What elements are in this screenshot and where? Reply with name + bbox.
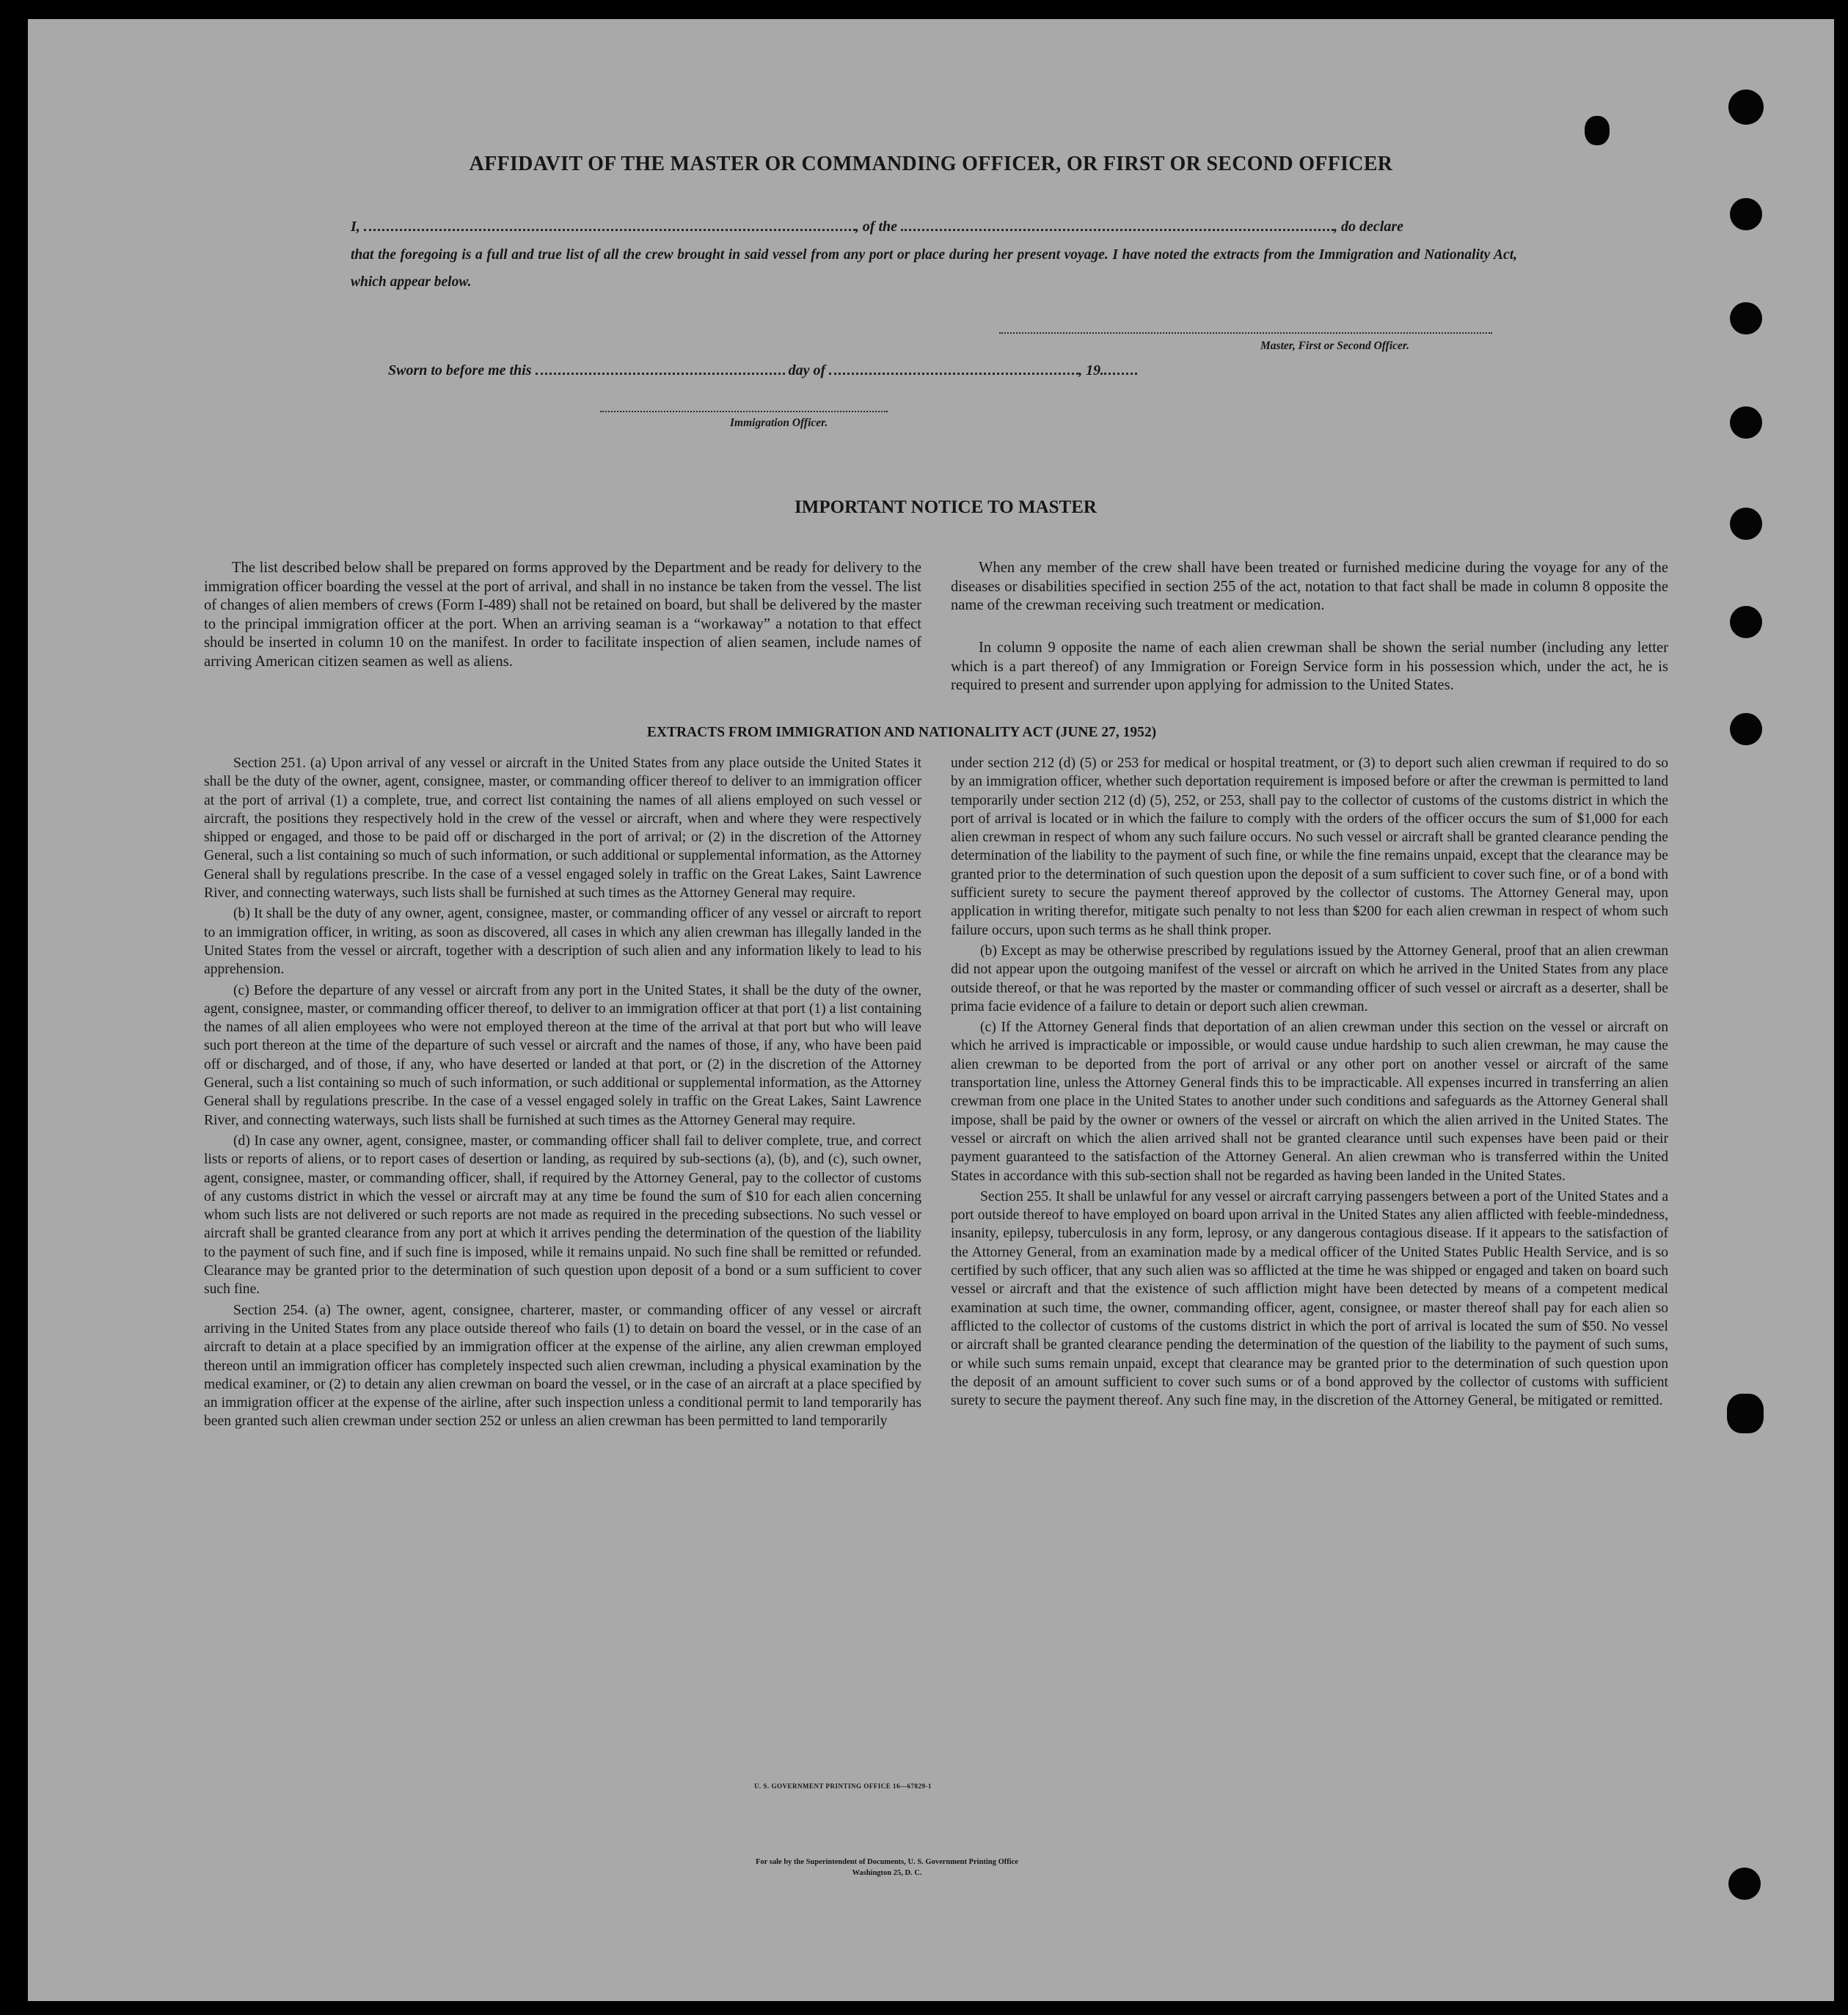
section-254-c: (c) If the Attorney General finds that deportation of an alien crewman under this section on the vessel or aircraft on which he arrived is impracticable or impossible, or would cause undue hardship to such alien crewman, he may cause the alien crewman to be deported from the port of arrival or any other port on another vessel or aircraft of the same transportation line, unless the Attorney General finds this to be impracticable. All expenses incurred in transferring an alien crewman from one place in the United States to another under such conditions and safeguards as the Attorney General shall impose, shall be paid by the owner or owners of the vessel or aircraft on which the alien arrived in the United States. The vessel or aircraft on which the alien arrived shall not be granted clearance until such expenses have been paid or their payment guaranteed to the satisfaction of the Attorney General. An alien crewman who is transferred within the United States in accordance with this sub-section shall not be regarded as having been landed in the United States. [951, 1020, 1668, 1184]
notice-left: The list described below shall be prepared on forms approved by the Department and be ready for delivery to the immigration officer boarding the vessel at the port of arrival, and shall in no instance be taken from the vessel. The list of changes of alien members of crews (Form I-489) shall not be retained on board, but shall be delivered by the master to the principal immigration officer at the port. When an arriving seaman is a “workaway” a notation to that effect should be inserted in column 10 on the manifest. In order to facilitate inspection of alien seamen, include names of arriving American citizen seamen as well as aliens. [204, 560, 921, 670]
declaration-of-the: , of the [855, 219, 898, 235]
document-page [28, 19, 1834, 2001]
year-label: , 19 [1078, 362, 1101, 379]
notice-right-2: In column 9 opposite the name of each alien crewman shall be shown the serial number (including any letter which is a part thereof) of any Immigration or Foreign Service form in his possession which, under the act, he is required to present and surrender upon applying for admission to the United States. [951, 640, 1668, 694]
officer-label: Immigration Officer. [730, 417, 828, 429]
extracts-heading: EXTRACTS FROM IMMIGRATION AND NATIONALITY ACT (JUNE 27, 1952) [646, 725, 1157, 740]
master-signature-label: Master, First or Second Officer. [1260, 340, 1409, 352]
sworn-day-blank [536, 358, 785, 375]
section-251-b: (b) It shall be the duty of any owner, agent, consignee, master, or commanding officer of any vessel or aircraft to report to an immigration officer, in writing, as soon as discovered, all cases in which any alien crewman has illegally landed in the United States from the vessel or aircraft, together with a description of such alien and any information likely to lead to his apprehension. [204, 906, 921, 978]
sale-notice [0, 1857, 1790, 1879]
notice-right-1: When any member of the crew shall have been treated or furnished medicine during the voyage for any of the diseases or disabilities specified in section 255 of the act, notation to that fact shall be made in column 8 opposite the name of the crewman receiving such treatment or medication. [951, 560, 1668, 614]
section-254-a: Section 254. (a) The owner, agent, consignee, charterer, master, or commanding officer of any vessel or aircraft arriving in the United States from any place outside thereof who fails (1) to detain on board the vessel, or in the case of an aircraft to detain at a place specified by an immigration officer at the expense of the airline, any alien crewman employed thereon until an immigration officer has completely inspected such alien crewman, including a physical examination by the medical examiner, or (2) to detain any alien crewman on board the vessel, or in the case of an aircraft at a place specified by an immigration officer at the expense of the airline, after such inspection unless a conditional permit to land temporarily has been granted such alien crewman under section 252 or unless an alien crewman has been permitted to land temporarily [204, 1302, 921, 1430]
punch-hole [1730, 406, 1762, 439]
affidavit-title: AFFIDAVIT OF THE MASTER OR COMMANDING OFFICER, OR FIRST OR SECOND OFFICER [469, 153, 1393, 175]
year-blank [1100, 358, 1137, 375]
extracts-right-column [951, 754, 1668, 1410]
section-251-a: Section 251. (a) Upon arrival of any vessel or aircraft in the United States from any place outside the United States it shall be the duty of the owner, agent, consignee, master, or commanding officer thereof to deliver to an immigration officer at the port of arrival (1) a complete, true, and correct list containing the names of all aliens employed on such vessel or aircraft, the positions they respectively hold in the crew of the vessel or aircraft, when and where they were respectively shipped or engaged, and those to be paid off or discharged in the port of arrival; or (2) in the discretion of the Attorney General, such a list containing so much of such information, or such additional or supplemental information, as the Attorney General shall by regulations prescribe. In the case of a vessel engaged solely in traffic on the Great Lakes, Saint Lawrence River, and connecting waterways, such lists shall be furnished at such times as the Attorney General may require. [204, 756, 921, 902]
name-blank [364, 214, 855, 231]
section-254-b: (b) Except as may be otherwise prescribed by regulations issued by the Attorney General, proof that an alien crewman did not appear upon the outgoing manifest of the vessel or aircraft on which he arrived in the United States from any place outside thereof, or that he was reported by the master or commanding officer of such vessel or aircraft as a deserter, shall be prima facie evidence of a failure to detain or deport such alien crewman. [951, 943, 1668, 1014]
day-of-label: day of [788, 362, 826, 379]
officer-signature-line [600, 411, 888, 412]
punch-hole [1730, 606, 1762, 638]
sale-notice-line-1: For sale by the Superintendent of Documents, U. S. Government Printing Office [756, 1858, 1018, 1866]
declaration-i: I, [351, 219, 360, 235]
sale-notice-line-2: Washington 25, D. C. [852, 1869, 922, 1877]
ink-blot [1585, 116, 1610, 145]
sworn-month-blank [829, 358, 1078, 375]
punch-hole [1727, 1394, 1764, 1433]
master-signature-line [999, 332, 1492, 334]
notice-title: IMPORTANT NOTICE TO MASTER [795, 497, 1097, 517]
printing-office-imprint: U. S. GOVERNMENT PRINTING OFFICE 16—67829-1 [753, 1782, 932, 1790]
section-251-c: (c) Before the departure of any vessel or aircraft from any port in the United States, it shall be the duty of the owner, agent, consignee, master, or commanding officer thereof, to deliver to an immigration officer at that port (1) a list containing the names of all alien employees who were not employed thereon at the time of the arrival at that port but who will leave such port thereon at the time of the departure of such vessel or aircraft and the names of those, if any, who have been paid off or discharged, and of those, if any, who have deserted or landed at that port, or (2) in the discretion of the Attorney General, such a list containing so much of such information, or such additional or supplemental information, as the Attorney General shall by regulations prescribe. In the case of a vessel engaged solely in traffic on the Great Lakes, Saint Lawrence River, and connecting waterways, such lists shall be furnished at such times as the Attorney General may require. [204, 982, 921, 1128]
declaration-line [351, 214, 1403, 235]
vessel-blank [901, 214, 1334, 231]
extracts-left-column [204, 754, 921, 1431]
declaration-do-declare: , do declare [1334, 219, 1403, 235]
sworn-label: Sworn to before me this [388, 362, 532, 379]
sworn-line [388, 358, 1137, 379]
punch-hole [1730, 302, 1762, 334]
section-254-a-continued: under section 212 (d) (5) or 253 for medical or hospital treatment, or (3) to deport such alien crewman if required to do so by an immigration officer, whether such deportation requirement is imposed before or after the crewman is permitted to land temporarily under section 212 (d) (5), 252, or 253, shall pay to the collector of customs of the customs district in which the port of arrival is located or in which the failure to comply with the orders of the officer occurs the sum of $1,000 for each alien crewman in respect of whom any such failure occurs. No such vessel or aircraft shall be granted clearance pending the determination of the liability to the payment of such fine, or while the fine remains unpaid, except that the clearance may be granted prior to the determination of such question upon the deposit of a sum sufficient to cover such fine, or of a bond with sufficient surety to secure the payment thereof approved by the collector of customs. The Attorney General may, upon application in writing therefor, mitigate such penalty to not less than $200 for each alien crewman in respect of whom such failure occurs, upon such terms as he shall think proper. [951, 756, 1668, 938]
section-251-d: (d) In case any owner, agent, consignee, master, or commanding officer shall fail to deliver complete, true, and correct lists or reports of aliens, or to report cases of desertion or landing, as required by sub-sections (a), (b), and (c), such owner, agent, consignee, master, or commanding officer, shall, if required by the Attorney General, pay to the collector of customs of any customs district in which the vessel or aircraft may at any time be found the sum of $10 for each alien concerning whom such lists are not delivered or such reports are not made as required in the preceding subsections. No such vessel or aircraft shall be granted clearance from any port at which it arrives pending the determination of the question of the liability to the payment of such fine, and if such fine is imposed, while it remains unpaid. No such fine shall be remitted or refunded. Clearance may be granted prior to the determination of such question upon deposit of a bond or a sum sufficient to cover such fine. [204, 1133, 921, 1298]
punch-hole [1730, 198, 1762, 230]
section-255: Section 255. It shall be unlawful for any vessel or aircraft carrying passengers between a port of the United States and a port outside thereof to have employed on board upon arrival in the United States any alien afflicted with feeble-mindedness, insanity, epilepsy, tuberculosis in any form, leprosy, or any dangerous contagious disease. If it appears to the satisfaction of the Attorney General, from an examination made by a medical officer of the United States Public Health Service, and is so certified by such officer, that any such alien was so afflicted at the time he was shipped or engaged and taken on board such vessel or aircraft and that the existence of such affliction might have been detected by means of a competent medical examination at such time, the owner, commanding officer, agent, consignee, or master thereof shall pay for each alien so afflicted to the collector of customs of the customs district in which the port of arrival is located the sum of $50. No vessel or aircraft shall be granted clearance pending the determination of the question of the liability to the payment of such sums, or while such sums remain unpaid, except that clearance may be granted prior to the determination of such question upon the deposit of an amount sufficient to cover such sums or of a bond approved by the collector of customs with sufficient surety to secure the payment thereof. Any such fine may, in the discretion of the Attorney General, be mitigated or remitted. [951, 1188, 1669, 1409]
punch-hole [1728, 89, 1764, 125]
declaration-text: that the foregoing is a full and true list of all the crew brought in said vessel from any port or place during her present voyage. I have noted the extracts from the Immigration and Nationality Act, which appear below. [351, 247, 1517, 290]
